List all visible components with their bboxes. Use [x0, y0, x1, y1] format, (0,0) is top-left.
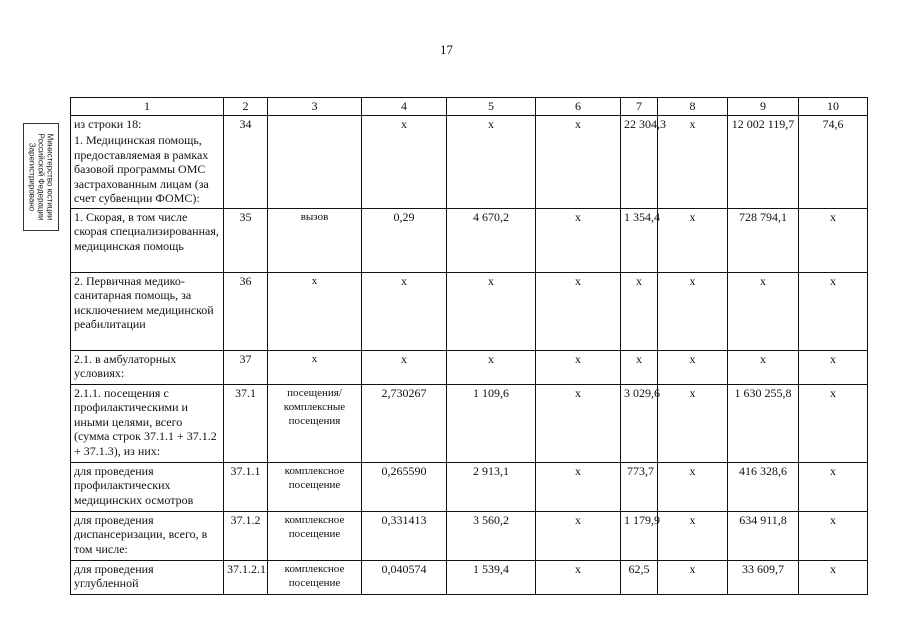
cell-col9: 12 002 119,7 — [728, 115, 799, 208]
cell-col10: х — [799, 560, 868, 594]
cell-col7: 1 354,4 — [621, 208, 658, 272]
unit-cell: комплексное посещение — [268, 560, 362, 594]
column-header: 4 — [362, 98, 447, 116]
table-row — [71, 384, 868, 462]
cell-col8: х — [658, 560, 728, 594]
row-name-secondary: 1. Медицинская помощь, предоставляемая в рамках базовой программы ОМС застрахованным лицам (за счет субвенции ФОМС): — [74, 133, 209, 205]
cell-col5: 2 913,1 — [447, 462, 536, 511]
cell-col7: х — [621, 350, 658, 384]
column-header: 3 — [268, 98, 362, 116]
cell-col4: 0,265590 — [362, 462, 447, 511]
column-header: 5 — [447, 98, 536, 116]
unit-cell: х — [268, 272, 362, 350]
row-name: для проведения диспансеризации, всего, в том числе: — [71, 511, 224, 560]
unit-cell: комплексное посещение — [268, 511, 362, 560]
cell-col9: 33 609,7 — [728, 560, 799, 594]
row-name: из строки 18: — [74, 116, 142, 131]
line-number-cell: 37.1.1 — [224, 462, 268, 511]
cell-col8: х — [658, 208, 728, 272]
unit-cell: вызов — [268, 208, 362, 272]
column-header: 9 — [728, 98, 799, 116]
unit-cell: х — [268, 350, 362, 384]
cell-col6: х — [536, 511, 621, 560]
table-row — [71, 511, 868, 560]
cell-col8: х — [658, 462, 728, 511]
column-header: 6 — [536, 98, 621, 116]
cell-col5: 1 539,4 — [447, 560, 536, 594]
column-header: 2 — [224, 98, 268, 116]
column-header: 10 — [799, 98, 868, 116]
row-name: для проведения профилактических медицинских осмотров — [71, 462, 224, 511]
unit-cell: посещения/ комплексные посещения — [268, 384, 362, 462]
column-header: 1 — [71, 98, 224, 116]
cell-col5: 3 560,2 — [447, 511, 536, 560]
cell-col7: 62,5 — [621, 560, 658, 594]
stamp-line: Российской Федерации — [36, 133, 46, 221]
row-name: 2.1.1. посещения с профилактическими и иными целями, всего (сумма строк 37.1.1 + 37.1.2 + 37.1.3), из них: — [71, 384, 224, 462]
table-row — [71, 462, 868, 511]
line-number-cell: 36 — [224, 272, 268, 350]
table-row — [71, 560, 868, 594]
stamp-line: Зарегистрировано — [27, 142, 37, 212]
registration-stamp — [23, 123, 59, 231]
cell-col4: 0,040574 — [362, 560, 447, 594]
cell-col9: 1 630 255,8 — [728, 384, 799, 462]
cell-col9: х — [728, 350, 799, 384]
stamp-line: Министерство юстиции — [45, 133, 55, 221]
cell-col5: 1 109,6 — [447, 384, 536, 462]
cell-col9: х — [728, 272, 799, 350]
row-name: 2. Первичная медико-санитарная помощь, за исключением медицинской реабилитации — [71, 272, 224, 350]
row-name: для проведения углубленной — [71, 560, 224, 594]
cell-col7: 3 029,6 — [621, 384, 658, 462]
cell-col8: х — [658, 115, 728, 208]
row-name: 2.1. в амбулаторных условиях: — [71, 350, 224, 384]
cell-col6: х — [536, 208, 621, 272]
cell-col10: х — [799, 462, 868, 511]
cell-col4: 2,730267 — [362, 384, 447, 462]
line-number-cell: 37.1 — [224, 384, 268, 462]
cell-col4: 0,29 — [362, 208, 447, 272]
cell-col6: х — [536, 462, 621, 511]
cell-col5: 4 670,2 — [447, 208, 536, 272]
cell-col10: 74,6 — [799, 115, 868, 208]
column-header: 8 — [658, 98, 728, 116]
cell-col5: х — [447, 115, 536, 208]
cell-col4: х — [362, 350, 447, 384]
row-name: 1. Скорая, в том числе скорая специализированная, медицинская помощь — [71, 208, 224, 272]
table-row — [71, 115, 868, 208]
stamp-text — [28, 125, 55, 229]
row-name-cell — [71, 115, 224, 208]
cell-col10: х — [799, 350, 868, 384]
cell-col6: х — [536, 560, 621, 594]
line-number-cell: 37 — [224, 350, 268, 384]
cell-col10: х — [799, 208, 868, 272]
line-number-cell: 35 — [224, 208, 268, 272]
line-number-cell: 37.1.2.1 — [224, 560, 268, 594]
cell-col6: х — [536, 384, 621, 462]
cell-col9: 728 794,1 — [728, 208, 799, 272]
cell-col10: х — [799, 511, 868, 560]
table-row — [71, 208, 868, 272]
cell-col4: 0,331413 — [362, 511, 447, 560]
cell-col8: х — [658, 384, 728, 462]
cell-col4: х — [362, 115, 447, 208]
column-header: 7 — [621, 98, 658, 116]
cell-col4: х — [362, 272, 447, 350]
cell-col7: х — [621, 272, 658, 350]
cell-col9: 634 911,8 — [728, 511, 799, 560]
cell-col6: х — [536, 115, 621, 208]
line-number-cell: 37.1.2 — [224, 511, 268, 560]
cell-col8: х — [658, 272, 728, 350]
cell-col8: х — [658, 511, 728, 560]
page-number: 17 — [440, 42, 453, 57]
cell-col10: х — [799, 384, 868, 462]
cell-col7: 1 179,9 — [621, 511, 658, 560]
cell-col7: 22 304,3 — [621, 115, 658, 208]
cell-col6: х — [536, 272, 621, 350]
cell-col10: х — [799, 272, 868, 350]
table-row — [71, 272, 868, 350]
line-number-cell: 34 — [224, 115, 268, 208]
cell-col6: х — [536, 350, 621, 384]
data-table — [70, 97, 868, 595]
cell-col5: х — [447, 350, 536, 384]
cell-col9: 416 328,6 — [728, 462, 799, 511]
table-header-row — [71, 98, 868, 116]
unit-cell — [268, 115, 362, 208]
unit-cell: комплексное посещение — [268, 462, 362, 511]
cell-col5: х — [447, 272, 536, 350]
table-row — [71, 350, 868, 384]
cell-col8: х — [658, 350, 728, 384]
cell-col7: 773,7 — [621, 462, 658, 511]
